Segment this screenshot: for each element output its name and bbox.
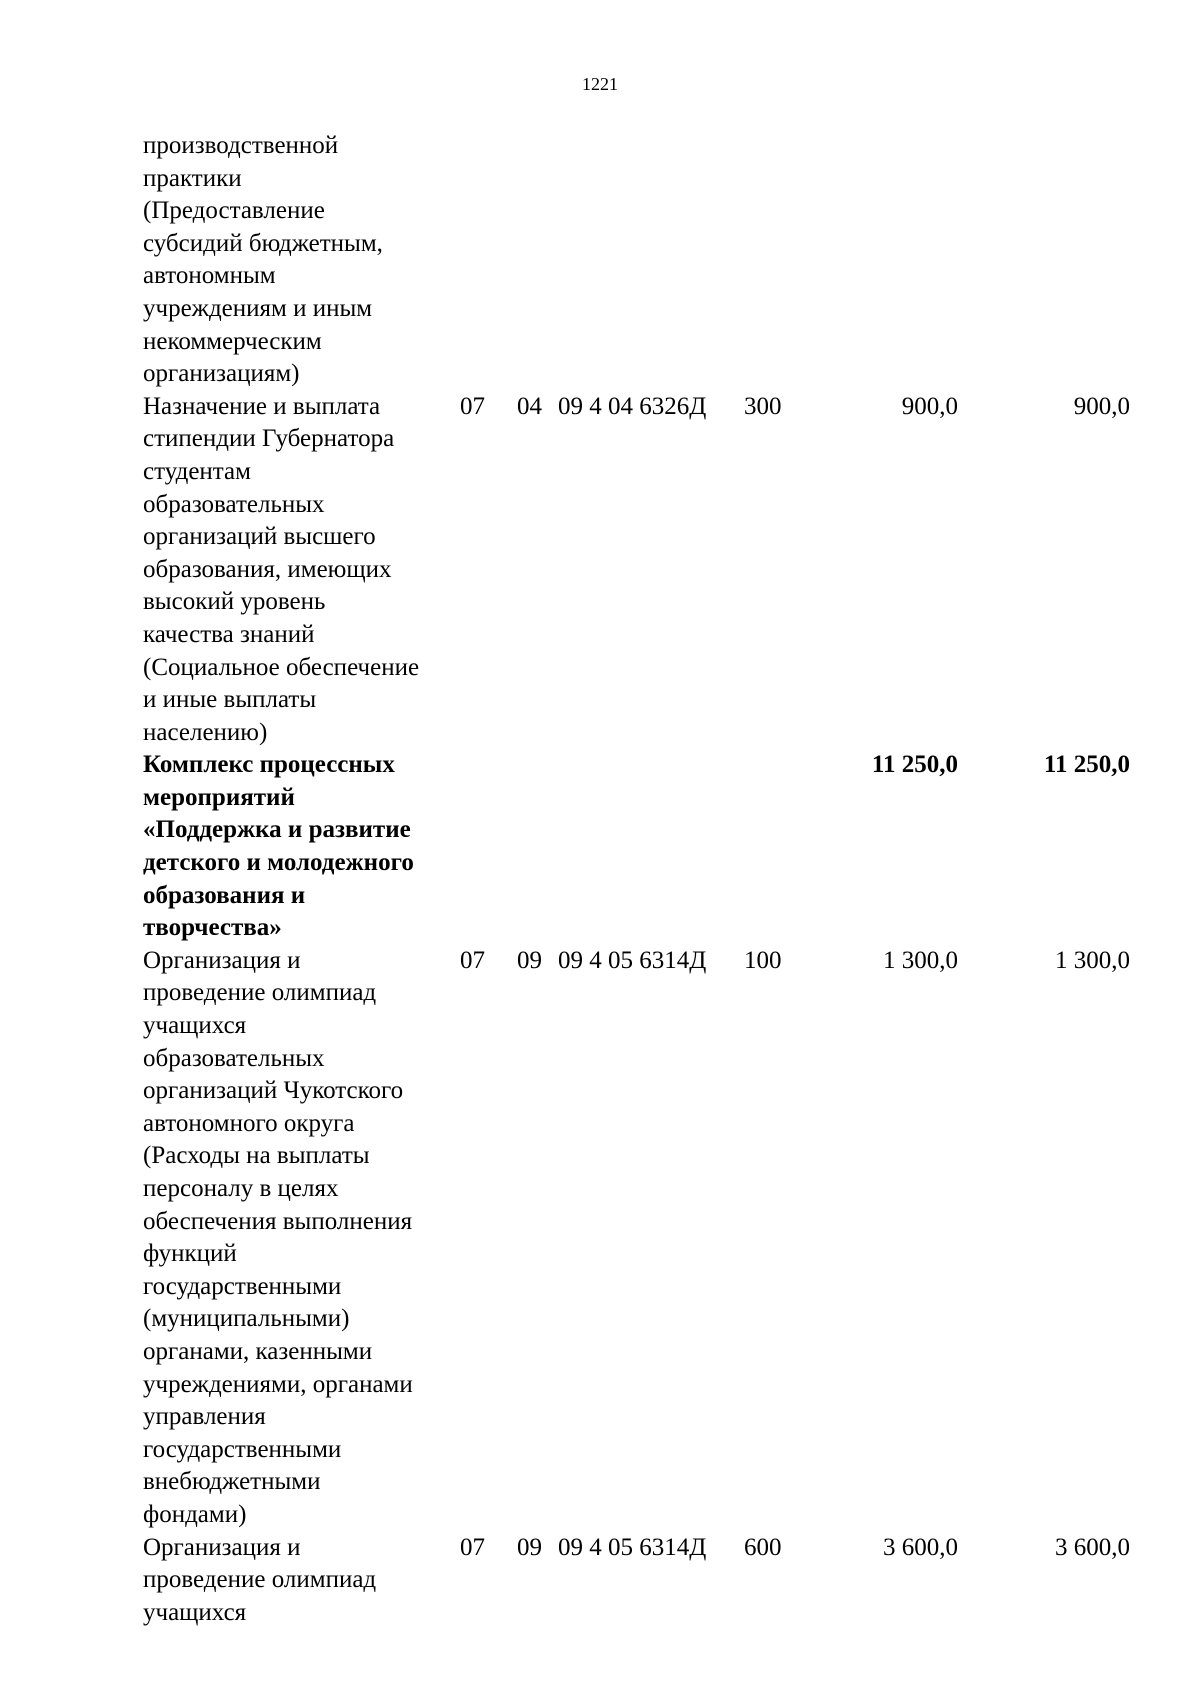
page-number: 1221 (582, 74, 618, 94)
expense-name: Организация и проведение олимпиад учащихся образовательных организаций Чукотского автономного округа (Расходы на выплаты персоналу в целях обеспечения выполнения функций государственными (муниципальными) органами, казенными учреждениями, органами управления государственными внебюджетными фондами) (143, 946, 413, 1528)
target-article-code: 09 4 05 6314Д (558, 946, 707, 974)
table-row (143, 945, 1130, 1532)
expense-name: Организация и проведение олимпиад учащихся (143, 1533, 377, 1626)
amount-year-1 (804, 130, 958, 391)
amount-year-2: 11 250,0 (1043, 751, 1130, 779)
expense-type-code: 600 (744, 1533, 782, 1561)
amount-year-2: 900,0 (1073, 392, 1130, 420)
amount-year-1: 900,0 (901, 392, 958, 420)
expense-type-code: 100 (744, 946, 782, 974)
expense-type-code (744, 130, 804, 391)
subsection-code (517, 130, 558, 391)
amount-year-1: 11 250,0 (871, 751, 958, 779)
amount-year-2 (958, 130, 1130, 391)
amount-year-1: 3 600,0 (883, 1533, 958, 1561)
budget-table (143, 130, 1130, 1629)
target-article-code: 09 4 05 6314Д (558, 1533, 707, 1561)
table-row (143, 130, 1130, 391)
amount-year-2: 1 300,0 (1055, 946, 1130, 974)
section-code: 07 (460, 946, 485, 974)
table-row (143, 391, 1130, 750)
subsection-code (517, 749, 558, 945)
expense-name: производственной практики (Предоставление субсидий бюджетным, автономным учреждениям и иным некоммерческим организациям) (143, 132, 383, 388)
section-code: 07 (460, 392, 485, 420)
target-article-code (558, 749, 744, 945)
section-code: 07 (460, 1533, 485, 1561)
subsection-code: 09 (517, 946, 542, 974)
amount-year-1: 1 300,0 (883, 946, 958, 974)
expense-type-code: 300 (744, 392, 782, 420)
section-code (460, 749, 517, 945)
target-article-code (558, 130, 744, 391)
expense-type-code (744, 749, 804, 945)
expense-name: Назначение и выплата стипендии Губернатора студентам образовательных организаций высшего образования, имеющих высокий уровень качества знаний (Социальное обеспечение и иные выплаты населению) (143, 392, 420, 746)
expense-name: Комплекс процессных мероприятий «Поддержка и развитие детского и молодежного образования и творчества» (143, 751, 414, 942)
table-row (143, 1532, 1130, 1630)
amount-year-2: 3 600,0 (1055, 1533, 1130, 1561)
target-article-code: 09 4 04 6326Д (558, 392, 707, 420)
subsection-code: 04 (517, 392, 542, 420)
table-row-program-total (143, 749, 1130, 945)
subsection-code: 09 (517, 1533, 542, 1561)
section-code (460, 130, 517, 391)
